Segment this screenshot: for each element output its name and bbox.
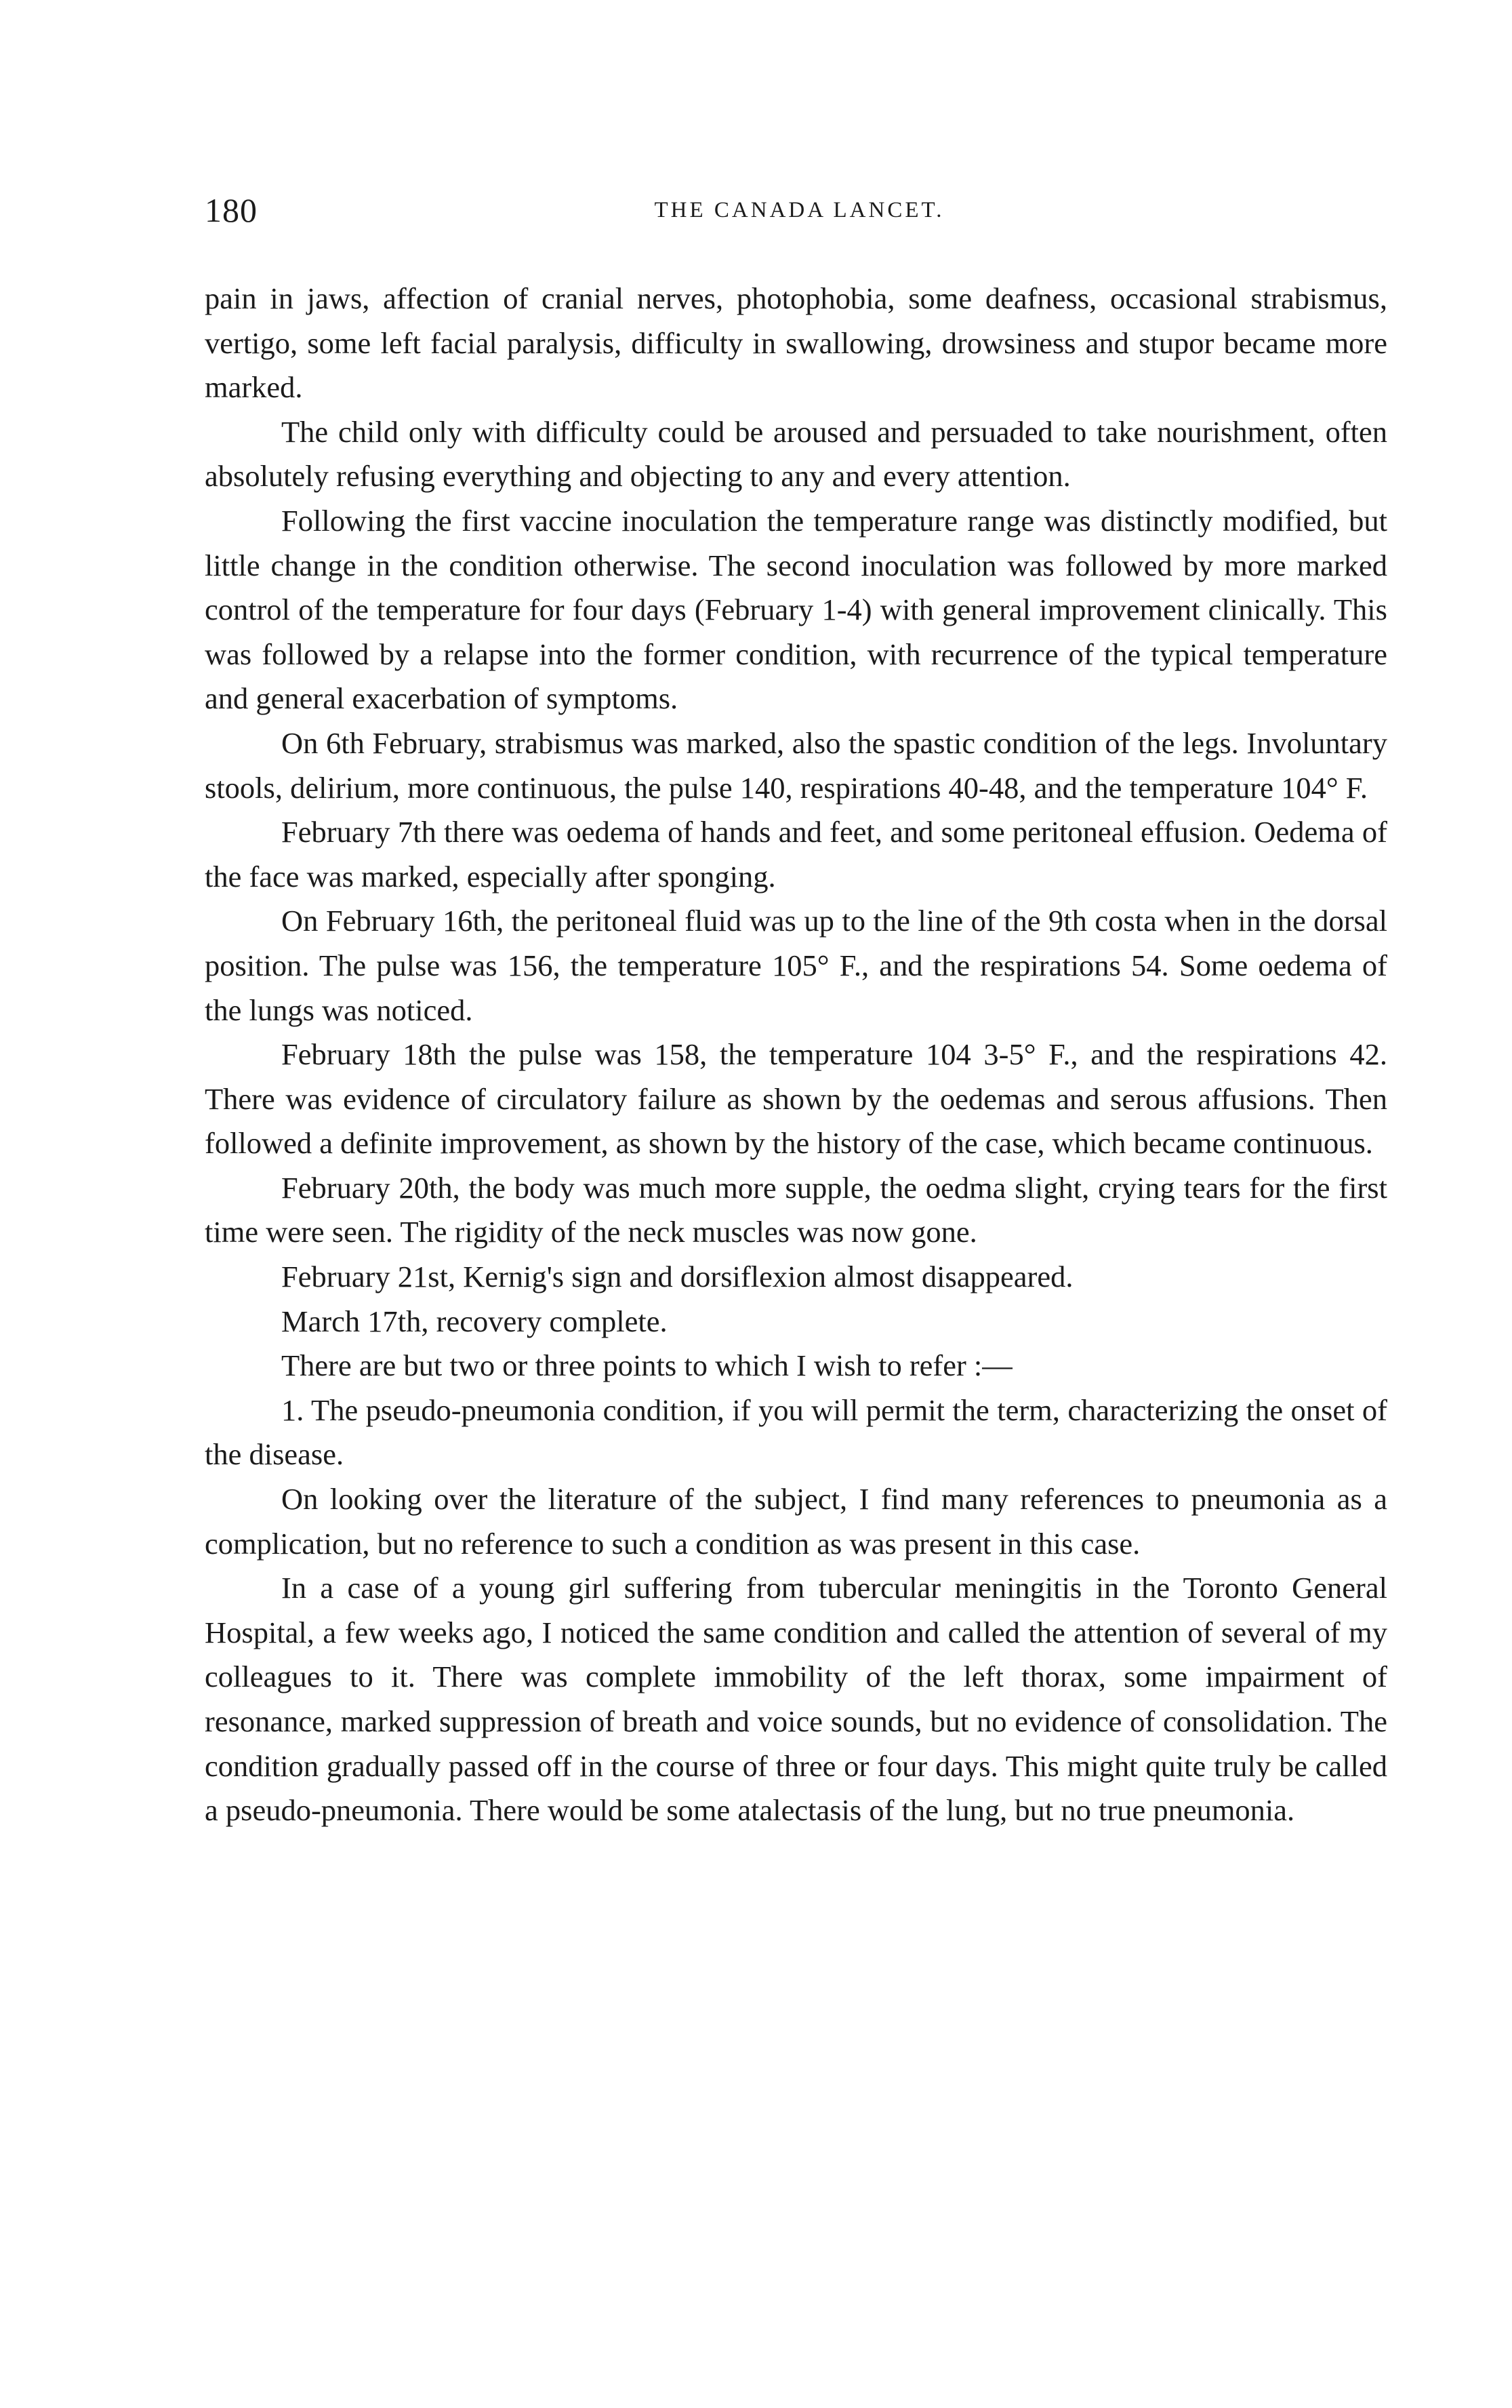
article-body <box>205 277 1387 1833</box>
paragraph: February 21st, Kernig's sign and dorsiflexion almost disappeared. <box>281 1260 1074 1294</box>
paragraph: February 20th, the body was much more supple, the oedma slight, crying tears for the first time were seen. The rigidity of the neck muscles was now gone. <box>205 1170 1387 1249</box>
paragraph: 1. The pseudo-pneumonia condition, if you will permit the term, characterizing the onset of the disease. <box>205 1392 1387 1472</box>
paragraph: February 18th the pulse was 158, the temperature 104 3-5° F., and the respirations 42. There was evidence of circulatory failure as shown by the oedemas and serous affusions. Then followed a definite improvement, as shown by the history of the case, which became continuous. <box>205 1037 1387 1161</box>
running-head: THE CANADA LANCET. <box>654 198 945 222</box>
paragraph: March 17th, recovery complete. <box>281 1304 668 1338</box>
paragraph: On 6th February, strabismus was marked, also the spastic condition of the legs. Involuntary stools, delirium, more continuous, the pulse 140, respirations 40-48, and the temperature 104° F. <box>205 725 1387 805</box>
paragraph: There are but two or three points to which I wish to refer :— <box>281 1348 1013 1383</box>
paragraph: On February 16th, the peritoneal fluid was up to the line of the 9th costa when in the dorsal position. The pulse was 156, the temperature 105° F., and the respirations 54. Some oedema of the lungs was noticed. <box>205 904 1387 1027</box>
paragraph: pain in jaws, affection of cranial nerves, photophobia, some deafness, occasional strabismus, vertigo, some left facial paralysis, difficulty in swallowing, drowsiness and stupor became more marked. <box>205 281 1387 405</box>
paragraph: On looking over the literature of the subject, I find many references to pneumonia as a complication, but no reference to such a condition as was present in this case. <box>205 1482 1387 1561</box>
paragraph: The child only with difficulty could be aroused and persuaded to take nourishment, often absolutely refusing everything and objecting to any and every attention. <box>205 414 1387 494</box>
paragraph: Following the first vaccine inoculation the temperature range was distinctly modified, but little change in the condition otherwise. The second inoculation was followed by more marked control of the temperature for four days (February 1-4) with general improvement clinically. This was followed by a relapse into the former condition, with recurrence of the typical temperature and general exacerbation of symptoms. <box>205 503 1387 716</box>
paragraph: February 7th there was oedema of hands and feet, and some peritoneal effusion. Oedema of the face was marked, especially after sponging. <box>205 815 1387 894</box>
page-number: 180 <box>205 191 258 229</box>
page-header <box>205 186 1387 234</box>
paragraph: In a case of a young girl suffering from tubercular meningitis in the Toronto General Hospital, a few weeks ago, I noticed the same condition and called the attention of several of my colleagues to it. There was complete immobility of the left thorax, some impairment of resonance, marked suppression of breath and voice sounds, but no evidence of consolidation. The condition gradually passed off in the course of three or four days. This might quite truly be called a pseudo-pneumonia. There would be some atalectasis of the lung, but no true pneumonia. <box>205 1571 1387 1828</box>
